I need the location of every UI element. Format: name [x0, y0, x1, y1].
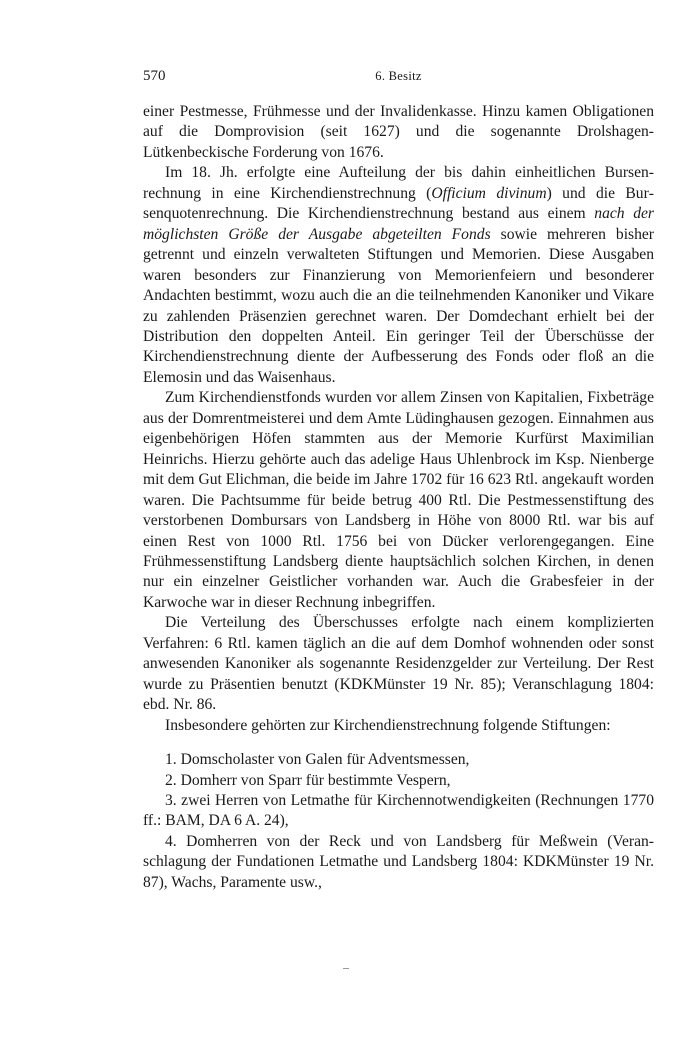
foundation-list: [143, 750, 654, 893]
italic-term: Officium divinum: [431, 184, 547, 202]
book-page: [143, 68, 654, 893]
page-number: 570: [143, 68, 166, 84]
list-item: 4. Domherren von der Reck und von Landsberg für Meßwein (Veranschlagung der Fundationen Letmathe und Landsberg 1804: KDKMünster 19 Nr. 87), Wachs, Paramente usw.,: [143, 832, 654, 891]
bottom-mark: [343, 968, 349, 969]
paragraph-5: Insbesondere gehörten zur Kirchendienstrechnung folgende Stiftungen:: [165, 716, 611, 734]
italic-quote: nach der möglichsten Größe der Ausgabe abgeteilten Fonds: [143, 205, 654, 243]
list-item: 3. zwei Herren von Letmathe für Kirchennotwendigkeiten (Rechnungen 1770 ff.: BAM, DA 6 A. 24),: [143, 791, 654, 830]
paragraph-1: einer Pestmesse, Frühmesse und der Invalidenkasse. Hinzu kamen Obligationen auf die Domprovision (seit 1627) und die sogenannte Drolshagen-Lütkenbeckische Forderung von 1676.: [143, 103, 654, 161]
list-item: 1. Domscholaster von Galen für Adventsmessen,: [165, 751, 470, 769]
paragraph-4: Die Verteilung des Überschusses erfolgte nach einem komplizierten Verfahren: 6 Rtl. kamen täglich an die auf dem Domhof wohnenden oder sonst anwesenden Kanoniker als sogenannte Residenzgelder zur Verteilung. Der Rest wurde zu Präsentien benutzt (KDKMünster 19 Nr. 85); Veranschlagung 1804: ebd. Nr. 86.: [143, 614, 654, 714]
body-text: [143, 102, 654, 893]
page-header: [143, 68, 654, 94]
list-item: 2. Domherr von Sparr für bestimmte Vespern,: [165, 771, 451, 789]
paragraph-2: Im 18. Jh. erfolgte eine Aufteilung der bis dahin einheitlichen Bursenrechnung in eine Kirchendienstrechnung (Officium divinum) und die Bursenquotenrechnung. Die Kirchendienstrechnung bestand aus einem nach der möglichsten Größe der Ausgabe abgeteilten Fonds sowie mehreren bisher getrennt und einzeln verwalteten Stiftungen und Memorien. Diese Ausgaben waren besonders zur Finanzierung von Memorienfeiern und besonderer Andachten bestimmt, wozu auch die an die teilnehmenden Kanoniker und Vikare zu zahlenden Präsenzien gerechnet waren. Der Domdechant erhielt bei der Distribution den doppelten Anteil. Ein geringer Teil der Überschüsse der Kirchendienstrechnung diente der Aufbesserung des Fonds oder floß an die Elemosin und das Waisenhaus.: [143, 164, 655, 386]
paragraph-3: Zum Kirchendienstfonds wurden vor allem Zinsen von Kapitalien, Fixbeträge aus der Domrentmeisterei und dem Amte Lüdinghausen gezogen. Einnahmen aus eigenbehörigen Höfen stammten aus der Memorie Kurfürst Maximilian Heinrichs. Hierzu gehörte auch das adelige Haus Uhlenbrock im Ksp. Nienberge mit dem Gut Elichman, die beide im Jahre 1702 für 16 623 Rtl. angekauft worden waren. Die Pachtsumme für beide betrug 400 Rtl. Die Pestmessenstiftung des verstorbenen Dombursars von Landsberg in Höhe von 8000 Rtl. war bis auf einen Rest von 1000 Rtl. 1756 bei von Dücker verlorengegangen. Eine Frühmessenstiftung Landsberg diente hauptsächlich solchen Kirchen, in denen nur ein einzelner Geistlicher vorhanden war. Auch die Grabesfeier in der Karwoche war in dieser Rechnung inbegriffen.: [143, 389, 655, 611]
running-title: 6. Besitz: [375, 69, 422, 83]
